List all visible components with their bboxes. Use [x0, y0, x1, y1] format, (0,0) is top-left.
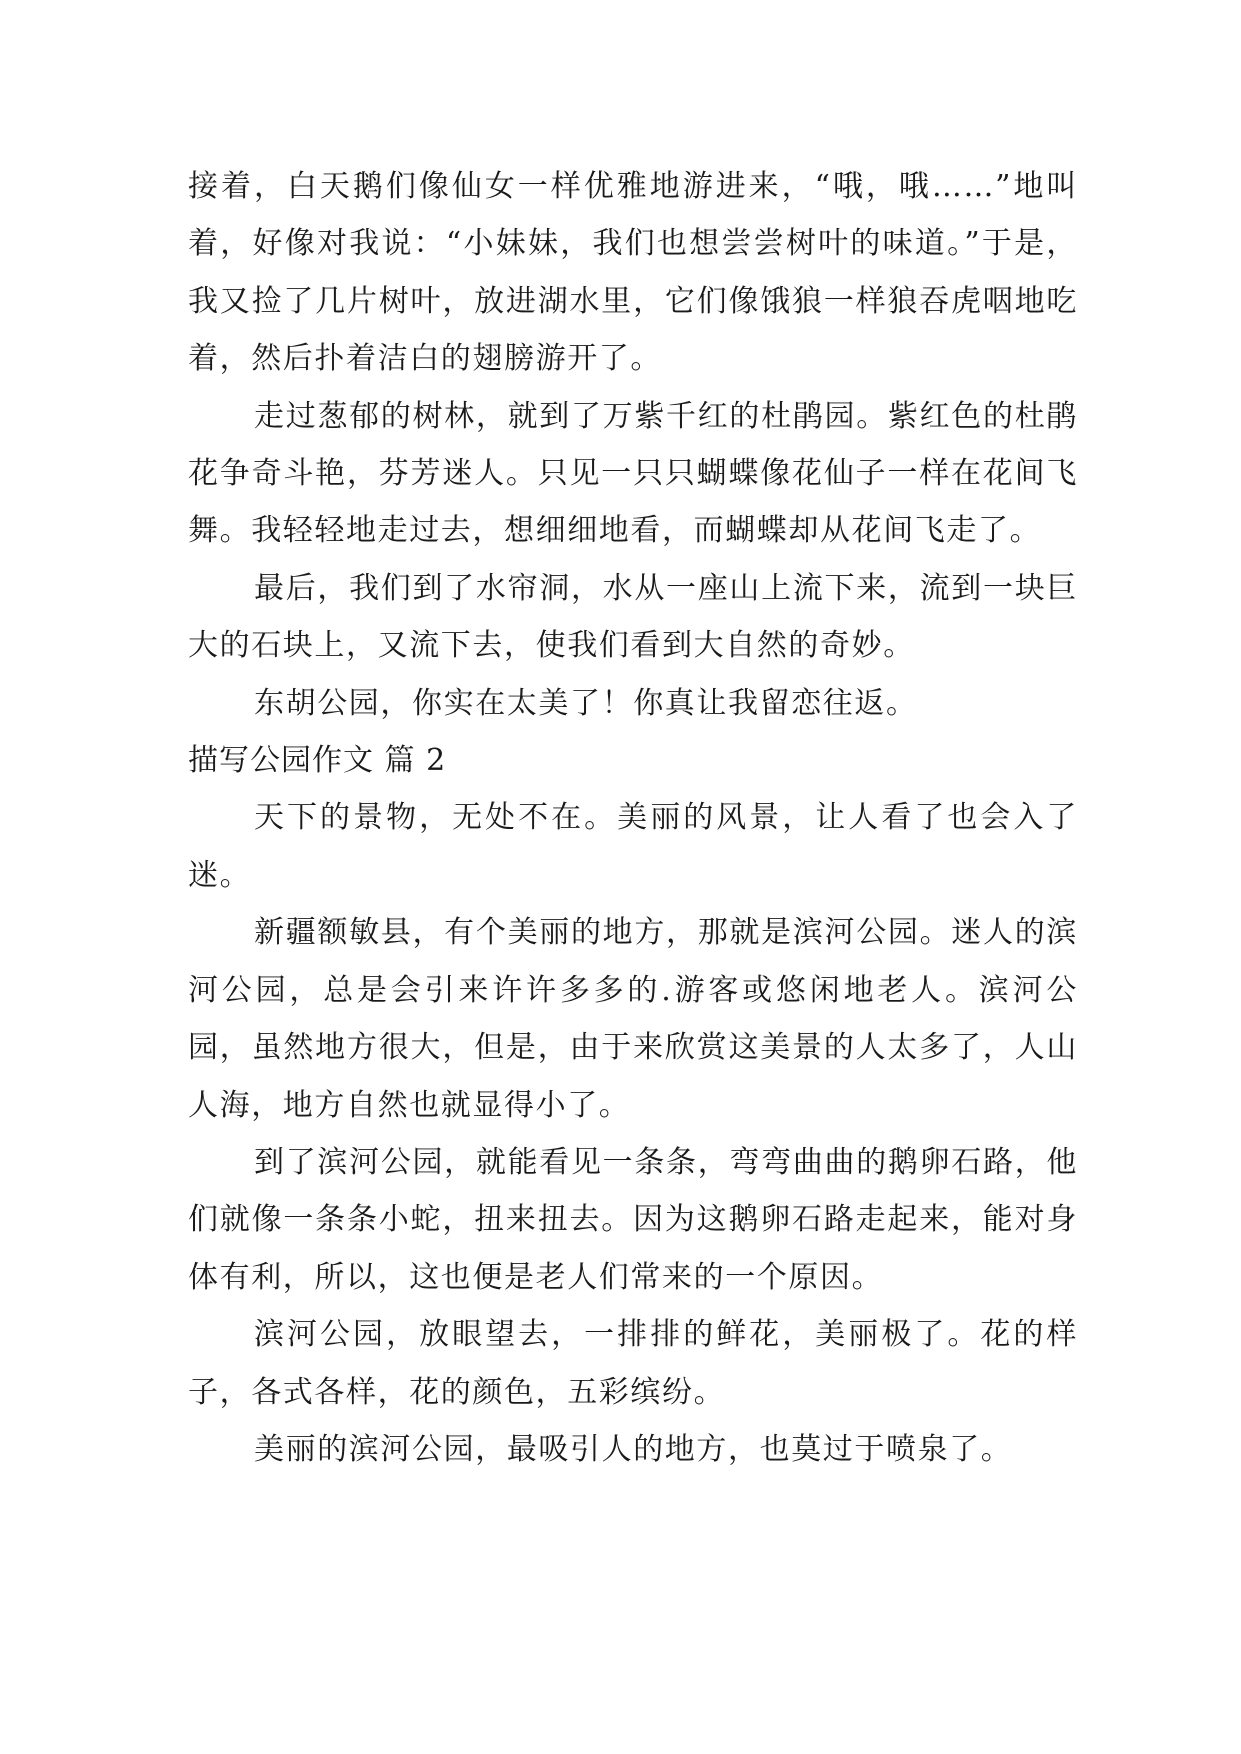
paragraph-fountain: 美丽的滨河公园，最吸引人的地方，也莫过于喷泉了。 — [254, 1431, 1013, 1467]
paragraph-scenery-intro: 天下的景物，无处不在。美丽的风景，让人看了也会入了迷。 — [188, 800, 1078, 893]
section-heading: 描写公园作文 篇 2 — [188, 743, 447, 779]
paragraph-binhe-park: 新疆额敏县，有个美丽的地方，那就是滨河公园。迷人的滨河公园，总是会引来许许多多的.游客或悠闲地老人。滨河公园，虽然地方很大，但是，由于来欣赏这美景的人太多了，人山人海，地方自然也就显得小了。 — [188, 915, 1078, 1123]
paragraph-pebble-path: 到了滨河公园，就能看见一条条，弯弯曲曲的鹅卵石路，他们就像一条条小蛇，扭来扭去。因为这鹅卵石路走起来，能对身体有利，所以，这也便是老人们常来的一个原因。 — [188, 1144, 1078, 1295]
paragraph-azalea-garden: 走过葱郁的树林，就到了万紫千红的杜鹃园。紫红色的杜鹃花争奇斗艳，芬芳迷人。只见一只只蝴蝶像花仙子一样在花间飞舞。我轻轻地走过去，想细细地看，而蝴蝶却从花间飞走了。 — [188, 398, 1078, 549]
paragraph-swans: 接着，白天鹅们像仙女一样优雅地游进来，“哦，哦……”地叫着，好像对我说：“小妹妹，我们也想尝尝树叶的味道。”于是，我又捡了几片树叶，放进湖水里，它们像饿狼一样狼吞虎咽地吃着，然后扑着洁白的翅膀游开了。 — [188, 169, 1078, 377]
paragraph-water-curtain-cave: 最后，我们到了水帘洞，水从一座山上流下来，流到一块巨大的石块上，又流下去，使我们看到大自然的奇妙。 — [188, 570, 1078, 664]
essay-body — [188, 158, 1078, 1478]
paragraph-donghu-conclusion: 东胡公园，你实在太美了！你真让我留恋往返。 — [254, 685, 918, 721]
paragraph-flowers: 滨河公园，放眼望去，一排排的鲜花，美丽极了。花的样子，各式各样，花的颜色，五彩缤纷。 — [188, 1317, 1078, 1410]
